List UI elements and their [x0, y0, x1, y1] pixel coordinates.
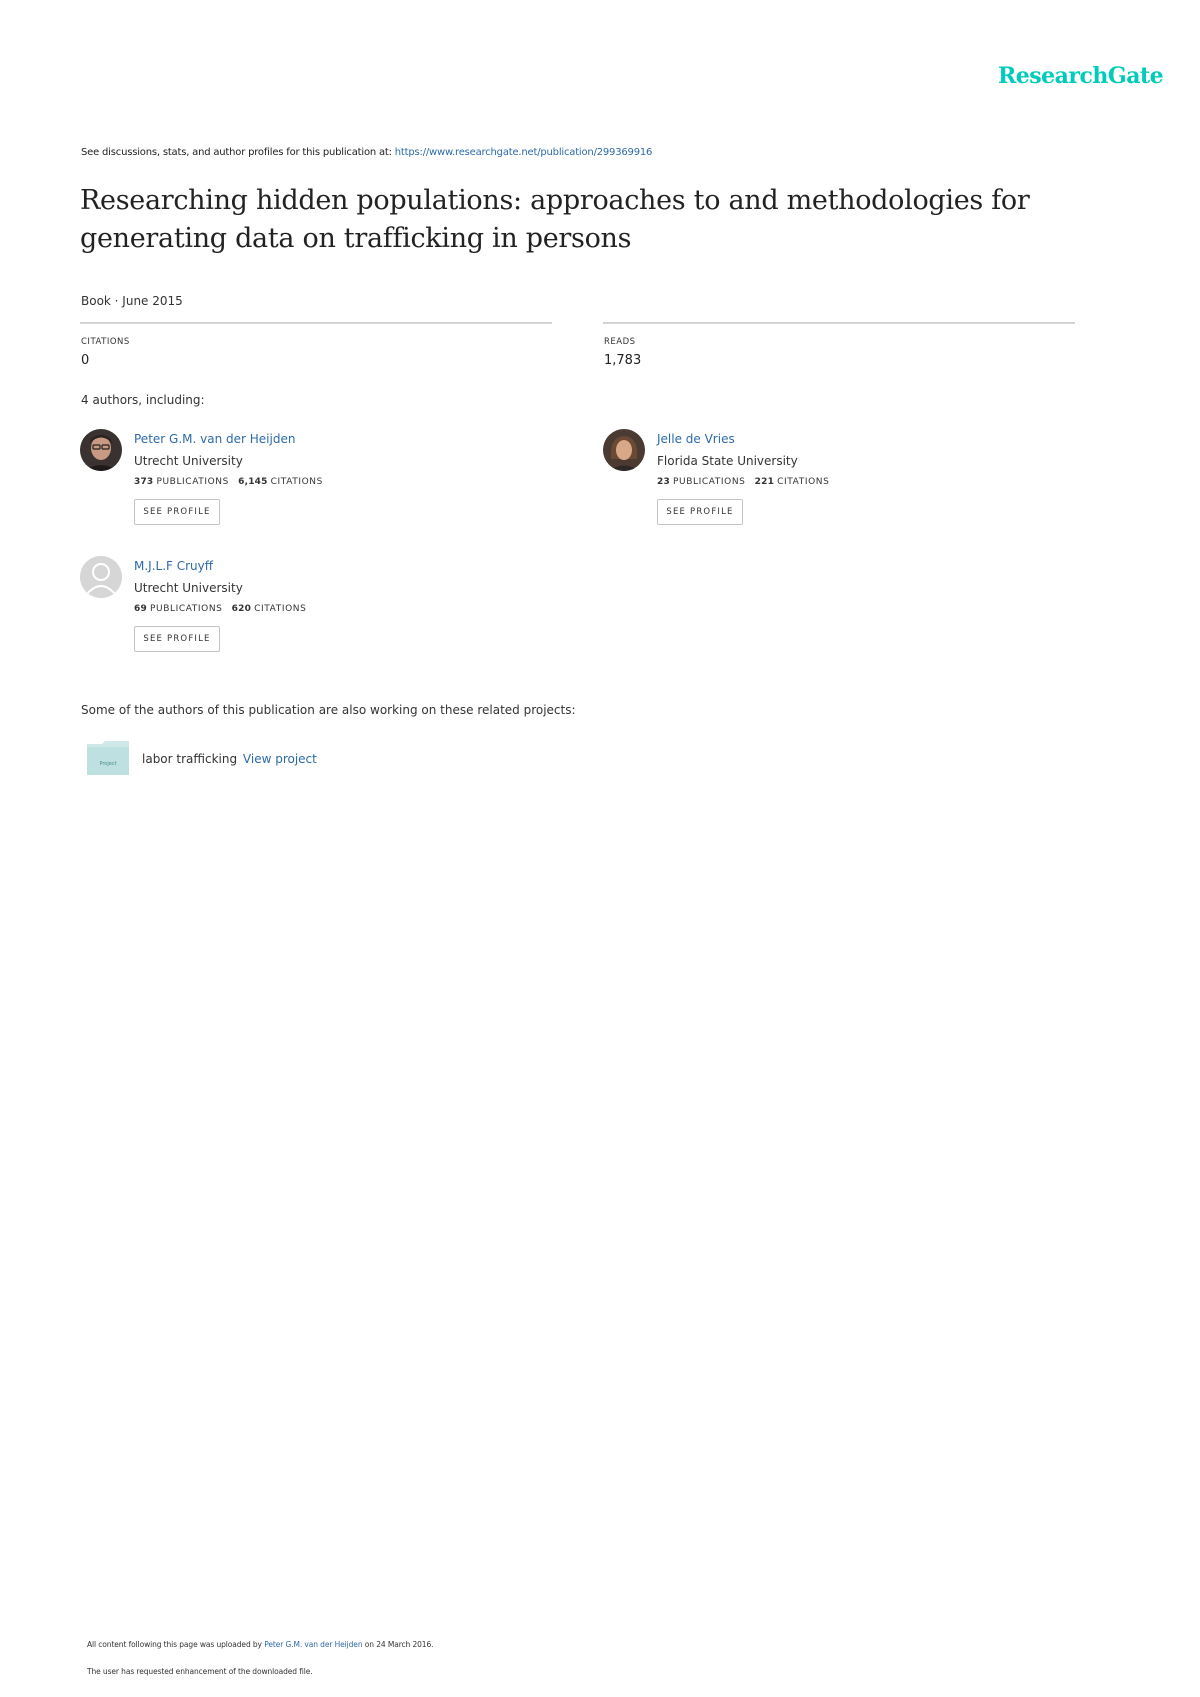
see-discussions-text: See discussions, stats, and author profiles for this publication at:	[81, 147, 395, 158]
author-avatar[interactable]	[80, 429, 122, 471]
folder-icon	[86, 740, 130, 776]
author-name-link[interactable]: M.J.L.F Cruyff	[134, 559, 214, 573]
author-citations-count: 6,145	[238, 477, 268, 487]
enhancement-note: The user has requested enhancement of the downloaded file.	[87, 1667, 313, 1676]
author-citations-count: 221	[754, 477, 775, 487]
author-stats	[134, 604, 306, 614]
publication-title: Researching hidden populations: approaches to and methodologies for generating data on trafficking in persons	[80, 185, 1030, 254]
author-stats	[657, 477, 829, 487]
author-citations-label: CITATIONS	[270, 477, 323, 487]
author-card	[603, 429, 1043, 539]
researchgate-logo[interactable]: ResearchGate	[998, 63, 1164, 89]
author-stats	[134, 477, 323, 487]
project-text	[142, 752, 317, 766]
author-avatar[interactable]	[603, 429, 645, 471]
author-photo-icon	[80, 429, 122, 471]
view-project-link[interactable]: View project	[242, 752, 317, 766]
author-name-link[interactable]: Peter G.M. van der Heijden	[134, 432, 296, 446]
author-card	[80, 556, 520, 666]
author-publications-label: PUBLICATIONS	[150, 604, 223, 614]
folder-icon-label: Project	[99, 761, 117, 767]
author-publications-label: PUBLICATIONS	[156, 477, 229, 487]
author-citations-label: CITATIONS	[777, 477, 830, 487]
author-institution: Florida State University	[657, 454, 798, 468]
uploader-link[interactable]: Peter G.M. van der Heijden	[264, 1640, 363, 1649]
upload-note	[87, 1640, 433, 1649]
reads-divider	[603, 322, 1075, 324]
citations-divider	[80, 322, 552, 324]
author-card	[80, 429, 520, 539]
citations-count: 0	[81, 353, 90, 368]
see-profile-button[interactable]: SEE PROFILE	[134, 626, 220, 652]
author-name-link[interactable]: Jelle de Vries	[657, 432, 735, 446]
author-institution: Utrecht University	[134, 581, 243, 595]
citations-label: CITATIONS	[81, 337, 130, 347]
publication-type-date: Book · June 2015	[81, 294, 183, 308]
publication-url-link[interactable]: https://www.researchgate.net/publication/299369916	[394, 147, 653, 158]
see-discussions-line	[81, 147, 652, 158]
see-profile-button[interactable]: SEE PROFILE	[134, 499, 220, 525]
default-avatar-icon	[80, 556, 122, 598]
related-projects-heading: Some of the authors of this publication are also working on these related projects:	[81, 703, 576, 717]
authors-heading: 4 authors, including:	[81, 393, 205, 407]
upload-note-prefix: All content following this page was uploaded by	[87, 1640, 265, 1649]
project-name: labor trafficking	[142, 752, 238, 766]
related-project-item	[86, 740, 486, 780]
reads-count: 1,783	[604, 353, 642, 368]
author-publications-count: 69	[134, 604, 147, 614]
see-profile-button[interactable]: SEE PROFILE	[657, 499, 743, 525]
upload-note-suffix: on 24 March 2016.	[362, 1640, 434, 1649]
author-photo-icon	[603, 429, 645, 471]
author-publications-label: PUBLICATIONS	[673, 477, 746, 487]
author-institution: Utrecht University	[134, 454, 243, 468]
author-publications-count: 373	[134, 477, 154, 487]
author-citations-count: 620	[231, 604, 252, 614]
author-citations-label: CITATIONS	[254, 604, 307, 614]
author-avatar[interactable]	[80, 556, 122, 598]
author-publications-count: 23	[657, 477, 670, 487]
reads-label: READS	[604, 337, 636, 347]
